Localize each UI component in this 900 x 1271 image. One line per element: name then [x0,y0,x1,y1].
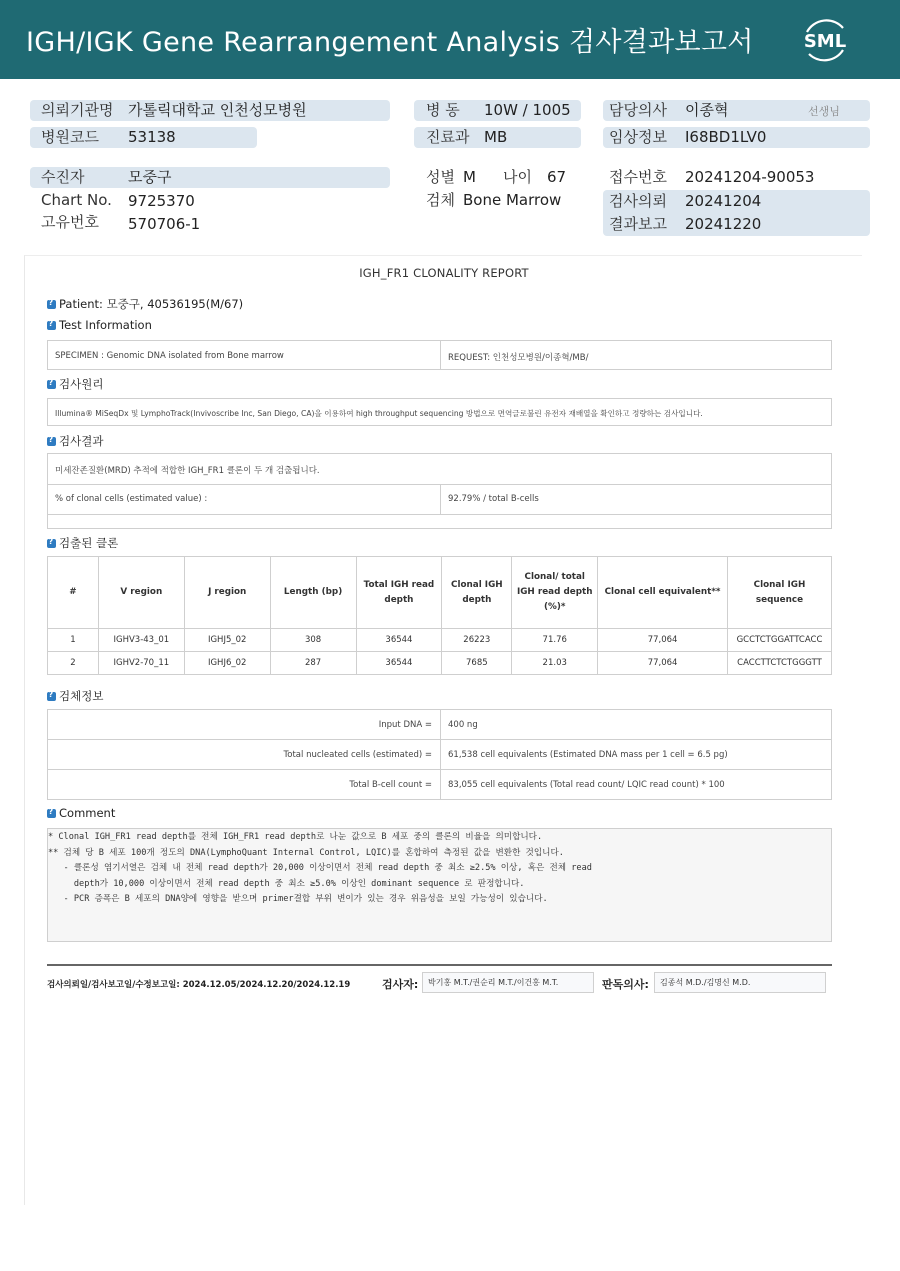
info-icon [47,692,56,701]
table-cell: 21.03 [512,652,598,675]
info-icon [47,300,56,309]
age-value: 67 [547,168,567,186]
table-cell: 287 [270,652,356,675]
request-text: REQUEST: 인천성모병원/이종혁/MB/ [448,353,589,363]
col-header: Clonal/ total IGH read depth (%)* [512,557,598,629]
request-label: 검사의뢰 [609,192,667,210]
col-header: # [48,557,99,629]
chart-label: Chart No. [41,191,112,209]
logo-text: SML [803,31,847,52]
clinical-label: 임상정보 [609,128,667,146]
clonality-report [24,255,862,1205]
test-info-box [47,340,832,370]
table-cell: 26223 [442,629,512,652]
specimen-info-heading: ? 검체정보 [47,688,103,704]
table-cell: 2 [48,652,99,675]
clonal-label: % of clonal cells (estimated value) : [55,494,208,504]
table-cell: IGHV3-43_01 [98,629,184,652]
report-title: IGH/IGK Gene Rearrangement Analysis 검사결과보고서 [26,27,754,58]
nucleated-value: 61,538 cell equivalents (Estimated DNA mass per 1 cell = 6.5 pg) [448,750,728,760]
department-value: MB [484,128,508,146]
col-header: Length (bp) [270,557,356,629]
table-cell: IGHJ6_02 [184,652,270,675]
col-header: Clonal IGH sequence [727,557,831,629]
table-cell: GCCTCTGGATTCACC [727,629,831,652]
institution-value: 가톨릭대학교 인천성모병원 [128,101,307,119]
doctor-value: 이종혁 [685,101,729,119]
col-header: V region [98,557,184,629]
hospital-code-value: 53138 [128,128,176,146]
comment-line: - 클론성 염기서열은 검체 내 전체 read depth가 20,000 이상이면서 전체 read depth 중 최소 ≥2.5% 이상, 혹은 전체 read [48,863,592,873]
table-cell: 7685 [442,652,512,675]
report-header [0,0,900,79]
input-dna-label: Input DNA = [378,720,432,730]
institution-label: 의뢰기관명 [41,101,114,119]
result-label: 결과보고 [609,215,667,233]
patient-line: ? Patient: 모중구, 40536195(M/67) [47,296,243,312]
result-box [47,453,832,529]
chart-value: 9725370 [128,192,195,210]
input-dna-value: 400 ng [448,720,478,730]
ward-value: 10W / 1005 [484,101,571,119]
receipt-label: 접수번호 [609,168,667,186]
clinical-value: I68BD1LV0 [685,128,767,146]
table-cell: 71.76 [512,629,598,652]
result-text: 미세잔존질환(MRD) 추적에 적합한 IGH_FR1 클론이 두 개 검출됩니다. [55,466,320,476]
specimen-value: Bone Marrow [463,191,562,209]
doctor-suffix: 선생님 [808,105,840,118]
table-row [48,652,832,675]
col-header: Total IGH read depth [356,557,442,629]
result-value: 20241220 [685,215,762,233]
patient-value: 모중구 [128,168,172,186]
table-cell: IGHJ5_02 [184,629,270,652]
table-cell: 1 [48,629,99,652]
clone-table [47,556,832,675]
clonal-value: 92.79% / total B-cells [448,494,539,504]
specimen-info-box [47,709,832,800]
footer-dates: 검사의뢰일/검사보고일/수정보고일: 2024.12.05/2024.12.20/2024.12.19 [47,980,351,990]
principle-heading: ? 검사원리 [47,376,103,392]
col-header: Clonal IGH depth [442,557,512,629]
result-heading: ? 검사결과 [47,433,103,449]
info-icon [47,380,56,389]
comment-line: depth가 10,000 이상이면서 전체 read depth 중 최소 ≥5.0% 이상인 dominant sequence 로 판정합니다. [48,878,525,889]
specimen-text: SPECIMEN : Genomic DNA isolated from Bone marrow [55,351,284,361]
table-cell: 36544 [356,629,442,652]
info-icon [47,809,56,818]
tester-label: 검사자: [382,978,419,991]
table-cell: 77,064 [598,629,728,652]
receipt-value: 20241204-90053 [685,168,815,186]
unique-label: 고유번호 [41,213,99,231]
test-info-heading: ? Test Information [47,318,152,332]
info-icon [47,321,56,330]
table-cell: 36544 [356,652,442,675]
nucleated-label: Total nucleated cells (estimated) = [283,750,432,760]
unique-value: 570706-1 [128,215,201,233]
specimen-label: 검체 [426,191,455,209]
table-cell: 77,064 [598,652,728,675]
info-icon [47,539,56,548]
ward-label: 병 동 [426,101,460,119]
table-cell: 308 [270,629,356,652]
table-cell: IGHV2-70_11 [98,652,184,675]
reader-label: 판독의사: [602,978,649,991]
patient-label: 수진자 [41,168,85,186]
principle-box [47,398,832,426]
comment-heading: ? Comment [47,806,115,820]
report-subtitle: IGH_FR1 CLONALITY REPORT [359,266,529,280]
tester-value: 박기홍 M.T./권순리 M.T./이건홍 M.T. [422,972,594,993]
bcell-label: Total B-cell count = [349,780,432,790]
department-label: 진료과 [426,128,470,146]
comment-box [47,828,832,942]
sex-value: M [463,168,476,186]
hospital-code-label: 병원코드 [41,128,99,146]
clone-table-header [48,557,832,629]
comment-line: * Clonal IGH_FR1 read depth를 전체 IGH_FR1 read depth로 나눈 값으로 B 세포 중의 클론의 비율을 의미합니다. [48,832,543,842]
sex-label: 성별 [426,168,455,186]
sml-logo [795,12,855,68]
footer-rule [47,964,832,966]
table-row [48,629,832,652]
col-header: J region [184,557,270,629]
bcell-value: 83,055 cell equivalents (Total read count/ LQIC read count) * 100 [448,780,725,790]
doctor-label: 담당의사 [609,101,667,119]
principle-text: Illumina® MiSeqDx 및 LymphoTrack(Invivoscribe Inc, San Diego, CA)을 이용하여 high throughput sequencing 방법으로 면역글로불린 유전자 재배열을 확인하고 정량하는 검사입니다. [55,409,703,418]
reader-value: 김종석 M.D./김명신 M.D. [654,972,826,993]
info-icon [47,437,56,446]
age-label: 나이 [503,168,532,186]
table-cell: CACCTTCTCTGGGTT [727,652,831,675]
request-value: 20241204 [685,192,762,210]
comment-line: ** 검체 당 B 세포 100개 정도의 DNA(LymphoQuant Internal Control, LQIC)를 혼합하여 측정된 값을 변환한 것입니다. [48,847,564,858]
col-header: Clonal cell equivalent** [598,557,728,629]
comment-line: - PCR 증폭은 B 세포의 DNA양에 영향을 받으며 primer결합 부위 변이가 있는 경우 위음성을 보일 가능성이 있습니다. [48,894,548,904]
clones-heading: ? 검출된 클론 [47,535,118,551]
